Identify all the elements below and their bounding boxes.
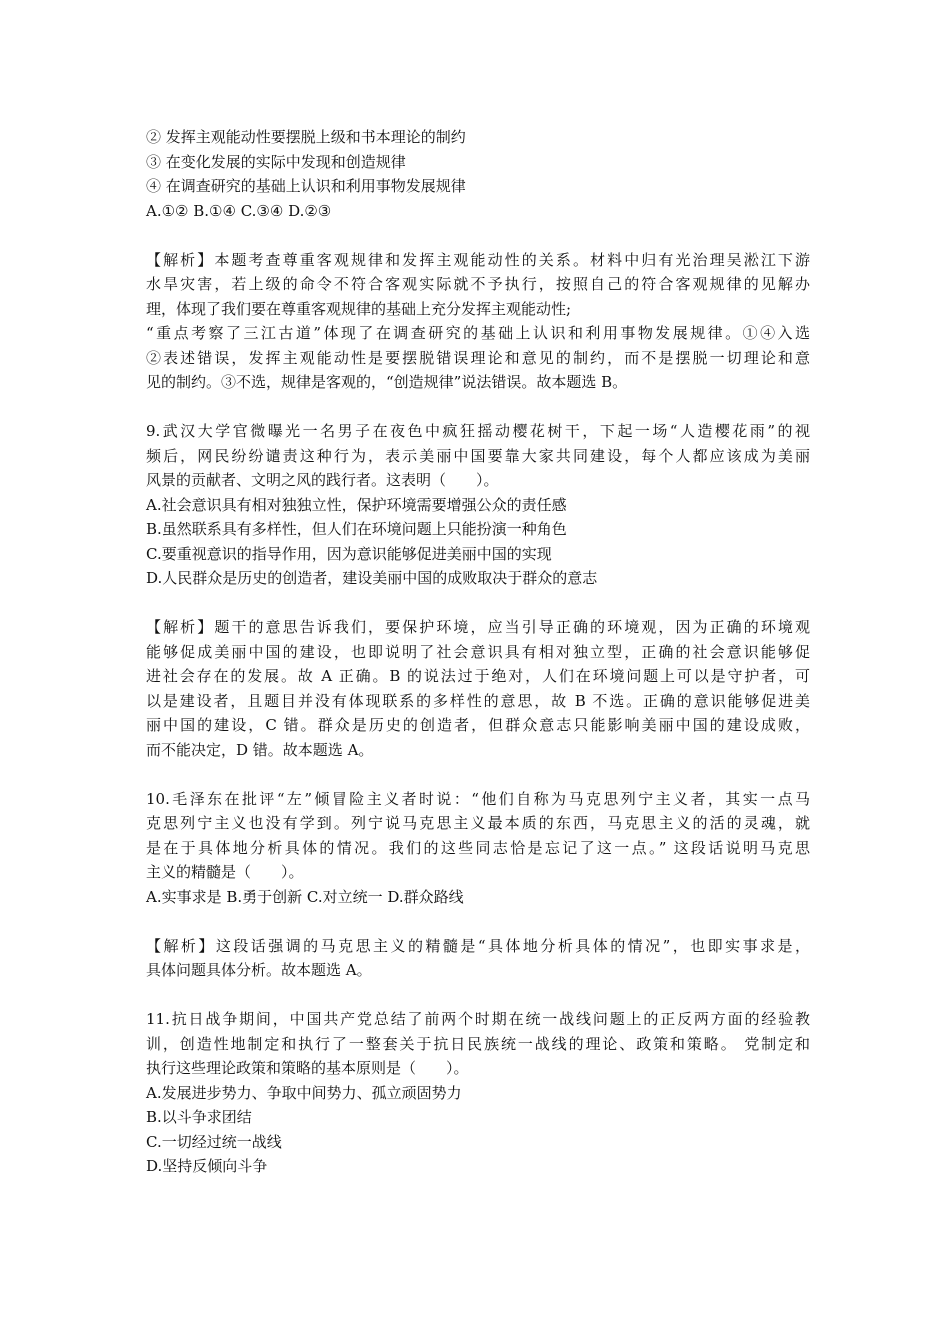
analysis-block	[146, 248, 810, 395]
answer-option: C.要重视意识的指导作用，因为意识能够促进美丽中国的实现	[146, 544, 552, 563]
answer-option: C.一切经过统一战线	[146, 1132, 282, 1151]
question-stem: 主义的精髓是（ ）。	[146, 863, 304, 881]
text-line: A.①② B.①④ C.③④ D.②③	[146, 201, 332, 220]
question-stem: 频后，网民纷纷谴责这种行为，表示美丽中国要靠大家共同建设，每个人都应该成为美丽	[146, 446, 810, 465]
options-block	[146, 125, 810, 223]
text-line: ②表述错误，发挥主观能动性是要摆脱错误理论和意见的制约，而不是摆脱一切理论和意	[146, 348, 810, 367]
text-line: 【解析】题干的意思告诉我们，要保护环境，应当引导正确的环境观，因为正确的环境观	[146, 618, 810, 636]
text-line: ③ 在变化发展的实际中发现和创造规律	[146, 152, 406, 171]
answer-option: A.社会意识具有相对独独立性，保护环境需要增强公众的责任感	[146, 495, 567, 514]
text-line: 【解析】这段话强调的马克思主义的精髓是“具体地分析具体的情况”，也即实事求是，	[146, 936, 810, 955]
text-line: 进社会存在的发展。故 A 正确。B 的说法过于绝对，人们在环境问题上可以是守护者，可	[146, 667, 810, 685]
question-block	[146, 419, 810, 591]
text-line: 具体问题具体分析。故本题选 A。	[146, 961, 372, 979]
question-stem: 10.毛泽东在批评“左”倾冒险主义者时说：“他们自称为马克思列宁主义者，其实一点马	[146, 789, 810, 808]
text-line: 水旱灾害，若上级的命令不符合客观实际就不予执行，按照自己的符合客观规律的见解办	[146, 275, 810, 293]
text-line: “重点考察了三江古道”体现了在调查研究的基础上认识和利用事物发展规律。①④入选	[146, 324, 810, 342]
text-line: 丽中国的建设，C 错。群众是历史的创造者，但群众意志只能影响美丽中国的建设成败，	[146, 716, 810, 734]
answer-option: A.实事求是 B.勇于创新 C.对立统一 D.群众路线	[146, 887, 464, 906]
question-block	[146, 787, 810, 910]
text-line: 而不能决定，D 错。故本题选 A。	[146, 740, 374, 759]
answer-option: B.虽然联系具有多样性，但人们在环境问题上只能扮演一种角色	[146, 520, 567, 538]
answer-option: A.发展进步势力、争取中间势力、孤立顽固势力	[146, 1083, 462, 1102]
question-stem: 是在于具体地分析具体的情况。我们的这些同志恰是忘记了这一点。” 这段话说明马克思	[146, 838, 810, 857]
document-page	[146, 125, 810, 1179]
analysis-block	[146, 615, 810, 762]
text-line: 以是建设者，且题目并没有体现联系的多样性的意思，故 B 不选。正确的意识能够促进美	[146, 691, 810, 710]
question-block	[146, 1007, 810, 1179]
question-stem: 训，创造性地制定和执行了一整套关于抗日民族统一战线的理论、政策和策略。 党制定和	[146, 1034, 810, 1053]
question-stem: 11.抗日战争期间，中国共产党总结了前两个时期在统一战线问题上的正反两方面的经验教	[146, 1010, 810, 1028]
text-line: 能够促成美丽中国的建设，也即说明了社会意识具有相对独立型，正确的社会意识能够促	[146, 642, 810, 661]
answer-option: B.以斗争求团结	[146, 1108, 252, 1126]
answer-option: D.坚持反倾向斗争	[146, 1157, 268, 1175]
question-stem: 执行这些理论政策和策略的基本原则是（ ）。	[146, 1059, 469, 1077]
question-stem: 克思列宁主义也没有学到。列宁说马克思主义最本质的东西，马克思主义的活的灵魂，就	[146, 814, 810, 832]
text-line: 【解析】本题考查尊重客观规律和发挥主观能动性的关系。材料中归有光治理吴淞江下游	[146, 250, 810, 269]
analysis-block	[146, 934, 810, 983]
question-stem: 9.武汉大学官微曝光一名男子在夜色中疯狂摇动樱花树干，下起一场“人造樱花雨”的视	[146, 422, 810, 440]
text-line: ② 发挥主观能动性要摆脱上级和书本理论的制约	[146, 128, 466, 146]
question-stem: 风景的贡献者、文明之风的践行者。这表明（ ）。	[146, 471, 499, 489]
text-line: 见的制约。③不选，规律是客观的，“创造规律”说法错误。故本题选 B。	[146, 373, 628, 391]
answer-option: D.人民群众是历史的创造者，建设美丽中国的成败取决于群众的意志	[146, 569, 598, 587]
text-line: ④ 在调查研究的基础上认识和利用事物发展规律	[146, 177, 466, 195]
text-line: 理，体现了我们要在尊重客观规律的基础上充分发挥主观能动性;	[146, 299, 572, 318]
